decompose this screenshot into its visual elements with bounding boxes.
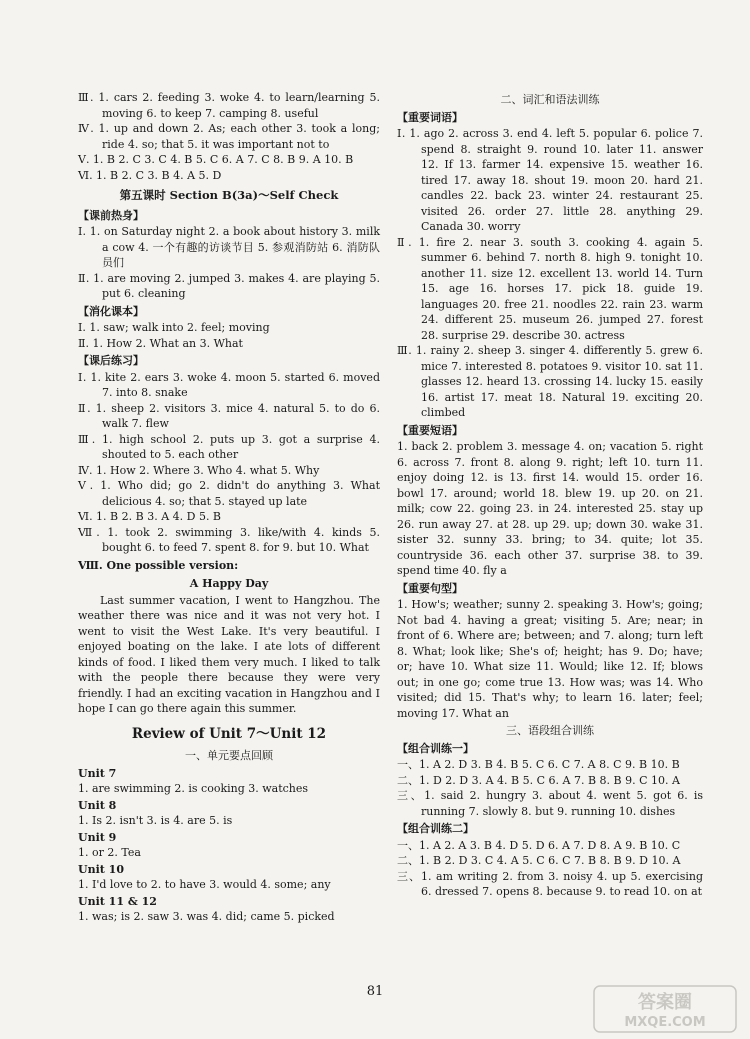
- watermark-logo: [590, 984, 740, 1034]
- version-label: Ⅷ. One possible version:: [78, 558, 239, 572]
- answer-line: Ⅲ. 1. rainy 2. sheep 3. singer 4. differently 5. grew 6. mice 7. interested 8. potatoes 9. visitor 10. sat 11. glasses 12. heard 13. crossing 14. lucky 15. easily 16. artist 17. meat 18. Natural 19. exciting 20. climbed: [397, 344, 703, 419]
- answer-line: 三、1. am writing 2. from 3. noisy 4. up 5. exercising 6. dressed 7. opens 8. because 9. to read 10. on at: [397, 869, 703, 898]
- answer-line: Ⅳ. 1. How 2. Where 3. Who 4. what 5. Why: [78, 463, 320, 477]
- unit-answers: 1. or 2. Tea: [78, 846, 141, 859]
- unit-answers: 1. I'd love to 2. to have 3. would 4. some; any: [78, 878, 331, 891]
- answer-line: 二、1. D 2. D 3. A 4. B 5. C 6. A 7. B 8. B 9. C 10. A: [397, 773, 680, 787]
- phrases-label: 【重要短语】: [397, 423, 463, 437]
- right-column: [397, 90, 703, 900]
- answer-line: 一、1. A 2. A 3. B 4. D 5. D 6. A 7. D 8. A 9. B 10. C: [397, 838, 681, 852]
- watermark-line1: 答案圈: [638, 992, 692, 1013]
- answer-line: Ⅴ. 1. Who did; go 2. didn't do anything 3. What delicious 4. so; that 5. stayed up late: [78, 479, 380, 508]
- sentences-label: 【重要句型】: [397, 581, 463, 595]
- unit-label: Unit 9: [78, 830, 117, 844]
- review-title: Review of Unit 7～Unit 12: [131, 725, 327, 742]
- unit-label: Unit 8: [78, 798, 117, 812]
- unit-answers: 1. was; is 2. saw 3. was 4. did; came 5. picked: [78, 910, 335, 923]
- combo2-label: 【组合训练二】: [397, 822, 474, 835]
- answer-line: Ⅰ. 1. kite 2. ears 3. woke 4. moon 5. started 6. moved 7. into 8. snake: [78, 370, 380, 399]
- answer-line: 二、1. B 2. D 3. C 4. A 5. C 6. C 7. B 8. B 9. D 10. A: [397, 854, 681, 867]
- unit-answers: 1. are swimming 2. is cooking 3. watches: [78, 782, 309, 795]
- answer-line: Ⅵ. 1. B 2. B 3. A 4. D 5. B: [78, 510, 222, 523]
- answer-line: Ⅰ. 1. saw; walk into 2. feel; moving: [78, 321, 270, 334]
- unit-label: Unit 10: [78, 862, 124, 876]
- left-column: [78, 90, 380, 925]
- digest-label: 【消化课本】: [78, 304, 144, 318]
- key-words-label: 【重要词语】: [397, 110, 463, 124]
- combo-title: 三、语段组合训练: [506, 724, 594, 737]
- sentences-answers: 1. How's; weather; sunny 2. speaking 3. How's; going; Not bad 4. having a great; visiting 5. Are; near; in front of 6. Where are; between; and 7. along; turn left 8. What; look like; She's of; height; has 9. Do; have; or; have 10. What size 11. Would; like 12. If; blows out; in one go; come true 13. How was; was 14. Who visited; did 15. That's why; to learn 16. later; feel; moving 17. What an: [397, 598, 703, 720]
- essay-title: A Happy Day: [189, 577, 269, 590]
- unit-label: Unit 7: [78, 766, 117, 780]
- answer-line: Ⅳ. 1. up and down 2. As; each other 3. took a long; ride 4. so; that 5. it was important not to: [78, 122, 380, 151]
- answer-line: Ⅱ. 1. fire 2. near 3. south 3. cooking 4. again 5. summer 6. behind 7. north 8. high 9. tonight 10. another 11. size 12. excellent 13. world 14. Turn 15. age 16. horses 17. pick 18. guide 19. languages 20. free 21. noodles 22. rain 23. warm 24. different 25. museum 26. jumped 27. forest 28. surprise 29. describe 30. actress: [397, 235, 703, 342]
- answer-line: 一、1. A 2. D 3. B 4. B 5. C 6. C 7. A 8. C 9. B 10. B: [397, 758, 680, 771]
- unit-label: Unit 11 & 12: [78, 894, 157, 908]
- answer-line: Ⅵ. 1. B 2. C 3. B 4. A 5. D: [78, 168, 222, 182]
- combo1-label: 【组合训练一】: [397, 741, 474, 755]
- answer-line: Ⅰ. 1. ago 2. across 3. end 4. left 5. popular 6. police 7. spend 8. straight 9. round 10. later 11. answer 12. If 13. farmer 14. expensive 15. weather 16. tired 17. away 18. shout 19. moon 20. hard 21. candles 22. back 23. winter 24. restaurant 25. visited 26. order 27. little 28. anything 29. Canada 30. worry: [397, 127, 703, 233]
- watermark-line2: MXQE.COM: [624, 1015, 706, 1030]
- answer-line: Ⅱ. 1. How 2. What an 3. What: [78, 336, 243, 350]
- answer-line: Ⅲ. 1. cars 2. feeding 3. woke 4. to learn/learning 5. moving 6. to keep 7. camping 8. useful: [78, 91, 380, 120]
- essay-body: Last summer vacation, I went to Hangzhou. The weather there was nice and it was not very hot. I went to visit the West Lake. It's very beautiful. I enjoyed boating on the lake. I ate lots of different kinds of food. I liked them very much. I liked to talk with the people there because they were very friendly. I had an exciting vacation in Hangzhou and I hope I can go there again this summer.: [78, 593, 380, 715]
- phrases-answers: 1. back 2. problem 3. message 4. on; vacation 5. right 6. across 7. front 8. along 9. right; left 10. turn 11. enjoy doing 12. is 13. first 14. would 15. order 16. bowl 17. around; world 18. blew 19. up 20. on 21. milk; cow 22. going 23. in 24. interested 25. stay up 26. run away 27. at 28. up 29. up; down 30. wake 31. sister 32. sunny 33. bring; to 34. quite; lot 35. countryside 36. each other 37. surprise 38. to 39. spend time 40. fly a: [397, 440, 703, 577]
- answer-line: Ⅱ. 1. are moving 2. jumped 3. makes 4. are playing 5. put 6. cleaning: [78, 271, 380, 300]
- answer-line: Ⅶ. 1. took 2. swimming 3. like/with 4. kinds 5. bought 6. to feed 7. spent 8. for 9. but 10. What: [78, 525, 380, 554]
- answer-line: Ⅲ. 1. high school 2. puts up 3. got a surprise 4. shouted to 5. each other: [78, 432, 380, 461]
- after-class-label: 【课后练习】: [78, 354, 144, 367]
- answer-line: Ⅰ. 1. on Saturday night 2. a book about history 3. milk a cow 4. 一个有趣的访谈节目 5. 参观消防站 6. 消防队员们: [78, 225, 380, 269]
- answer-line: Ⅴ. 1. B 2. C 3. C 4. B 5. C 6. A 7. C 8. B 9. A 10. B: [78, 153, 354, 166]
- vocab-title: 二、词汇和语法训练: [500, 93, 600, 106]
- review-subtitle: 一、单元要点回顾: [185, 749, 273, 762]
- watermark-icon: [590, 984, 740, 1034]
- section-title: 第五课时 Section B(3a)～Self Check: [119, 188, 339, 202]
- warmup-label: 【课前热身】: [78, 208, 144, 222]
- page-number: 81: [366, 984, 384, 999]
- unit-answers: 1. Is 2. isn't 3. is 4. are 5. is: [78, 814, 233, 827]
- answer-line: Ⅱ. 1. sheep 2. visitors 3. mice 4. natural 5. to do 6. walk 7. flew: [78, 401, 380, 430]
- answer-line: 三、1. said 2. hungry 3. about 4. went 5. got 6. is running 7. slowly 8. but 9. running 10. dishes: [397, 789, 703, 818]
